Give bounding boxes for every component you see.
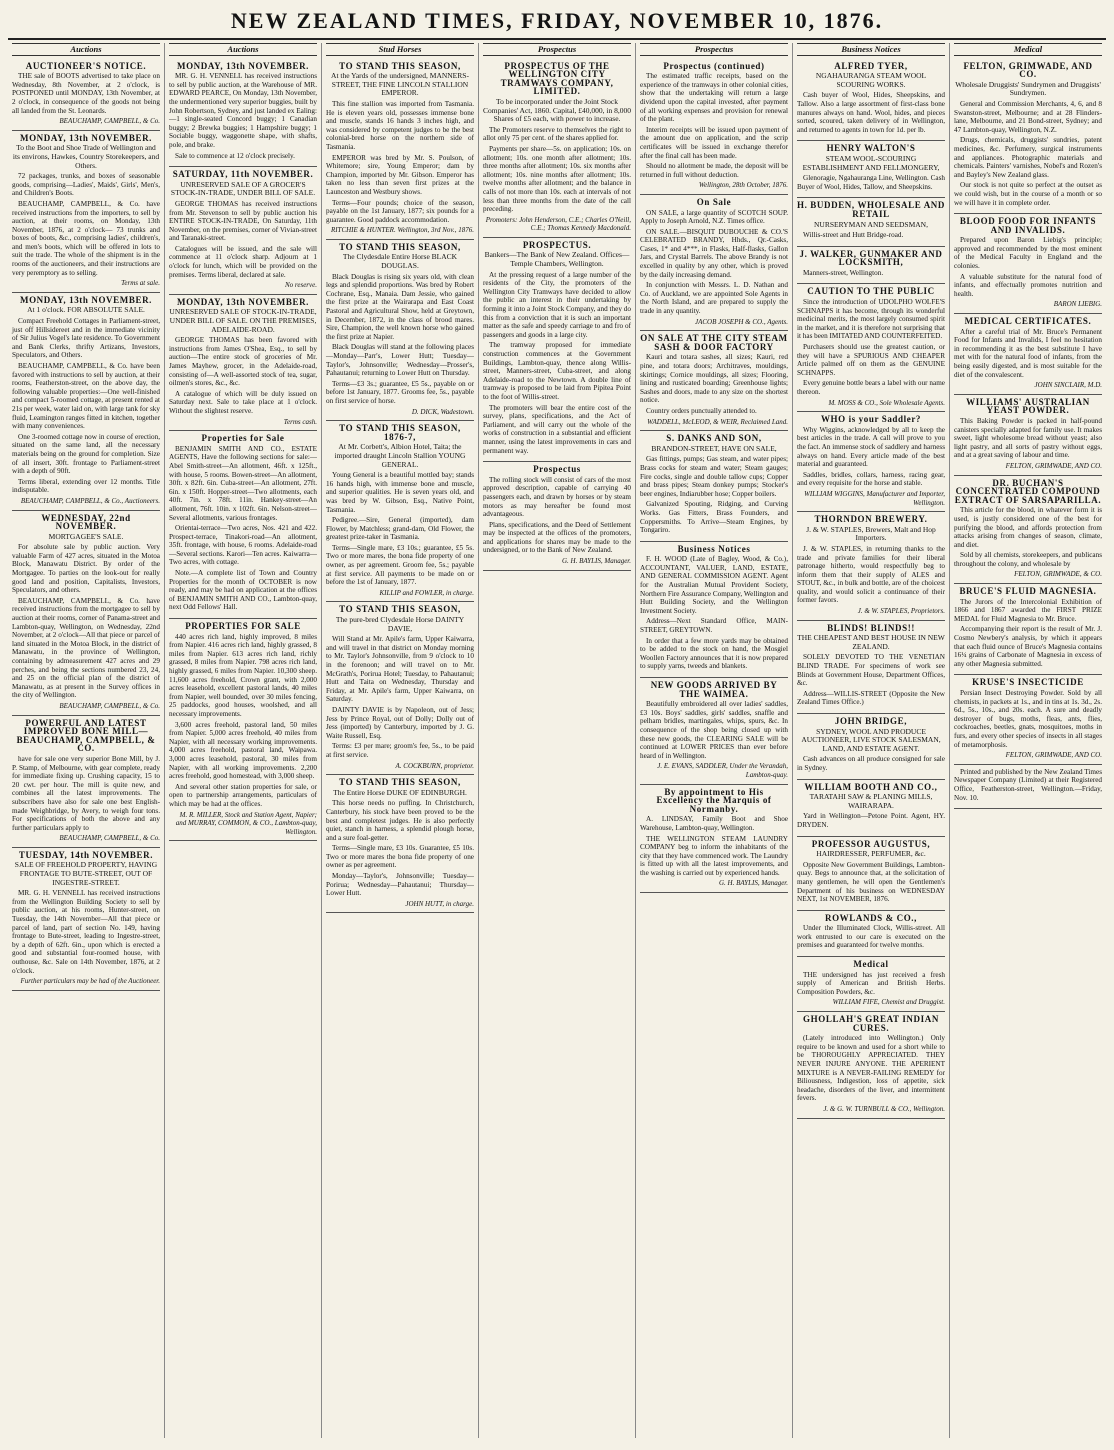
ad-signature: BEAUCHAMP, CAMPBELL, & Co. (59, 117, 160, 126)
section-heading: Stud Horses (326, 43, 474, 56)
ad-title: On Sale (696, 196, 732, 207)
ad-paragraph: Purchasers should use the greatest caution, or they will have a SPURIOUS AND CHEAPER Article palmed off on them as the GENUINE SCHNAPPS. (797, 343, 945, 377)
ad-paragraph: In conjunction with Messrs. L. D. Nathan and Co. of Auckland, we are appointed Sole Agents in the North Island, and are prepared to supply the trade in any quantity. (640, 281, 788, 316)
ad-paragraph: For absolute sale by public auction. Very valuable Farm of 427 acres, situated in the Motoa Block, Manawatu District. By order of the Mortgagee. To parties on the look-out for really good land and position, Capitalists, Investors, Speculators, and others. (12, 543, 160, 595)
ad-subtitle: Bankers—The Bank of New Zealand. Offices—Temple Chambers, Wellington. (484, 250, 630, 269)
advertisement (12, 716, 160, 848)
advertisement (483, 238, 631, 462)
ad-paragraph: Manners-street, Wellington. (803, 268, 884, 277)
ad-paragraph: BEAUCHAMP, CAMPBELL, & Co. have received instructions from the mortgagee to sell by auction at their rooms, corner of Panama-street and Lambton-quay, Wellington, on Wednesday, 22nd November, at 2 o'clock—All that piece or parcel of land situated in the Motoa Block, in the district of Manawatu, in the province of Wellington, containing by admeasurement 427 acres and 29 perches, and being the sections numbered 23, 24, and 25 on the official plan of the district of Manawatu, as at present in the Survey offices in the city of Wellington. (12, 596, 160, 700)
ad-paragraph: Terms—Single mare, £3 10s. Guarantee, £5 10s. Two or more mares the bona fide property of one owner as per agreement. (326, 844, 474, 870)
ad-subtitle: BRANDON-STREET, HAVE ON SALE, (651, 443, 777, 453)
ad-paragraph: A catalogue of which will be duly issued on Saturday next. Sale to take place at 1 o'clock. Without the slightest reserve. (169, 389, 317, 415)
column-5 (636, 43, 793, 1438)
ad-signature: JACOB JOSEPH & CO., Agents. (695, 317, 788, 326)
ad-title: POWERFUL AND LATEST IMPROVED BONE MILL—BEAUCHAMP, CAMPBELL, & CO. (16, 717, 156, 754)
advertisement (954, 59, 1102, 215)
column-1 (8, 43, 165, 1438)
ad-paragraph: 440 acres rich land, highly improved, 8 miles from Napier. 416 acres rich land, highly grassed, 8 miles from Napier. 613 acres rich land, richly grassed, 8 miles from Napier. 798 acres rich land, highly grassed, 6 miles from Napier. 10,300 sheep. 11,600 acres freehold, Crown grant, with 2,000 acres leasehold, excellent pastoral lands, 40 miles from Napier, well bounded, over 30 miles fencing, 25 paddocks, good houses, woolshed, and all necessary improvements. (169, 632, 317, 718)
column-2 (165, 43, 322, 1438)
advertisement (12, 59, 160, 131)
advertisement (169, 59, 317, 168)
ad-paragraph: 72 packages, trunks, and boxes of seasonable goods, comprising—Ladies', Maids', Girls', Men's, and Children's Boots. (12, 172, 160, 198)
ad-signature: J. E. EVANS, SADDLER, Under the Verandah, Lambton-quay. (657, 762, 788, 779)
ad-paragraph: One 3-roomed cottage now in course of erection, situated on the same land, all the necessary materials being on the ground for completion. Size of all insert, 30ft. frontage to Parliament-street with a depth of 90ft. (12, 432, 160, 476)
ad-paragraph: The Promoters reserve to themselves the right to allot only 75 per cent. of the shares applied for. (483, 125, 631, 143)
ad-title: JOHN BRIDGE, (834, 716, 908, 726)
ad-paragraph: Terms: £3 per mare; groom's fee, 5s., to be paid at first service. (326, 742, 474, 759)
ad-signature: Wellington, 28th October, 1876. (698, 181, 788, 190)
advertisement (954, 765, 1102, 809)
ad-paragraph: BENJAMIN SMITH AND CO., ESTATE AGENTS, Have the following sections for sale:—Abel Smith-street—An allotment, 46ft. x 125ft., with house, 5 rooms. Bowen-street—An allotment, 30ft. x 82ft. 6in. Cuba-street—An allotment, 27ft. 6in. x 150ft. Hopper-street—Two allotments, each 40ft. 7in. x 78ft. 11in. Hankey-street—An allotment, 76ft. 10in. x 102ft. 6in. Nelson-street—Several allotments, various frontages. (169, 444, 317, 522)
ad-title: BLINDS! BLINDS!! (827, 622, 915, 633)
ad-title: Prospectus (533, 464, 581, 475)
ad-paragraph: The estimated traffic receipts, based on the experience of the tramways in other colonial cities, show that the undertaking will return a large dividend upon the capital invested, after payment of all working expenses and provision for renewal of the plant. (640, 72, 788, 124)
advertisement (797, 957, 945, 1012)
advertisement (640, 331, 788, 431)
ad-signature: BARON LIEBIG. (1053, 300, 1102, 309)
ad-paragraph: Printed and published by the New Zealand Times Newspaper Company (Limited) at their Registered Office, Featherston-street, Wellington.—Friday, Nov. 10. (954, 767, 1102, 802)
ad-signature: M. R. MILLER, Stock and Station Agent, Napier; and MURRAY, COMMON, & CO., Lambton-quay, Wellington. (175, 810, 317, 836)
ad-paragraph: Beautifully embroidered all over ladies' saddles, £3 10s. Boys' saddles, girls' saddles, snaffle and pelham bridles, martingales, whips, spurs, &c. In consequence of the shop being closed up with these new goods, the CLEARING SALE will be continued at LOWER PRICES than ever before heard of in Wellington. (640, 700, 788, 760)
advertisement (483, 59, 631, 238)
advertisement (797, 621, 945, 714)
advertisement (640, 542, 788, 678)
ad-paragraph: And several other station properties for sale, or open to partnership arrangements, particulars of which may be had at the offices. (169, 782, 317, 808)
ad-title: NEW GOODS ARRIVED BY THE WAIMEA. (650, 680, 778, 699)
ad-paragraph: Accompanying their report is the result of Mr. J. Cosmo Newbery's analysis, by which it appears that each fluid ounce of Bruce's Magnesia contains 16¼ grains of Carbonate of Magnesia in excess of any other Magnesia submitted. (954, 625, 1102, 668)
ad-paragraph: Since the introduction of UDOLPHO WOLFE'S SCHNAPPS it has become, through its wonderful medicinal merits, the most largely consumed spirit in the market, and it is therefore not surprising that it has been IMITATED AND COUNTERFEITED. (797, 298, 945, 341)
ad-title: PROFESSOR AUGUSTUS, (811, 838, 931, 849)
ad-subtitle: TARATAHI SAW & PLANING MILLS, WAIRARAPA. (809, 792, 933, 810)
ad-paragraph: Compact Freehold Cottages in Parliament-street, just off Hillsidereet and in the immediate vicinity of Sir Julius Vogel's late residence. To Government and Bank Clerks, thrifty Artizans, Investors, Speculators, and Others. (12, 317, 160, 360)
ad-paragraph: General and Commission Merchants, 4, 6, and 8 Swanston-street, Melbourne; and at 28 Flinders-lane, Melbourne, and 21 Bond-street, Sydney; and 47 Lambton-quay, Wellington, N.Z. (954, 99, 1102, 134)
ad-title: ROWLANDS & CO., (824, 912, 917, 923)
ad-paragraph: Catalogues will be issued, and the sale will commence at 11 o'clock sharp. Adjourn at 1 o'clock for lunch, which will be provided on the premises. Terms liberal, declared at sale. (169, 244, 317, 279)
advertisement (12, 848, 160, 991)
ad-signature: WILLIAM FIFE, Chemist and Druggist. (832, 998, 945, 1007)
ad-paragraph: Black Douglas will stand at the following places—Monday—Parr's, Lower Hutt; Tuesday—Taylor's, Johnsonville; Wednesday—Prosser's, Pahautanui; returning to Lower Hutt on Thursday. (326, 343, 474, 378)
section-heading: Prospectus (483, 43, 631, 56)
ad-title: MONDAY, 13th NOVEMBER. (176, 296, 310, 307)
advertisement (640, 59, 788, 195)
ad-title: FELTON, GRIMWADE, AND CO. (963, 60, 1093, 80)
ad-paragraph: Kauri and totara sashes, all sizes; Kauri, red pine, and totara doors; Architraves, mouldings, skirtings; Cornice mouldings, all sizes; Flooring, lining and rusticated boarding; Greenhouse lights; Sashes and doors, made to any size on the shortest notice. (640, 353, 788, 405)
advertisement (954, 395, 1102, 476)
ad-paragraph: The promoters will bear the entire cost of the survey, plans, specifications, and the Act of Parliament, and will carry out the whole of the works of construction in a substantial and efficient manner, using the latest improvements in cars and permanent way. (483, 403, 631, 455)
advertisement (640, 195, 788, 331)
advertisement (797, 412, 945, 512)
column-7 (950, 43, 1106, 1438)
ad-paragraph: In order that a few more yards may be obtained to be added to the stock on hand, the Mosgiel Woollen Factory announces that it is now prepared to supply yarns, tweeds and blankets. (640, 636, 788, 671)
ad-title: GHOLLAH'S GREAT INDIAN CURES. (803, 1014, 939, 1033)
ad-paragraph: 3,600 acres freehold, pastoral land, 50 miles from Napier. 5,000 acres freehold, 40 miles from Napier, with all necessary working improvements. 4,000 acres freehold, pastoral land, Waipawa. 3,000 acres leasehold, pastoral, 30 miles from Napier, with all working improvements. 2,200 acres freehold, good homestead, with 3,000 sheep. (169, 720, 317, 781)
ad-title: WILLIAMS' AUSTRALIAN YEAST POWDER. (966, 396, 1090, 416)
ad-paragraph: Under the Illuminated Clock, Willis-street. All work entrusted to our care is executed on the premises and guaranteed for twelve months. (797, 924, 945, 950)
ad-paragraph: Gas fittings, pumps; Gas steam, and water pipes; Brass cocks for steam and water; Steam gauges; Fire cocks, single and double tallow cups; Copper and brass pipes; Steam donkey pumps; Stocker's beer engines, Indiarubber hose; Copper boilers. (640, 455, 788, 498)
ad-title: WEDNESDAY, 22nd NOVEMBER. (41, 512, 131, 532)
ad-paragraph: THE sale of BOOTS advertised to take place on Wednesday, 8th November, at 2 o'clock, is POSTPONED until MONDAY, 13th November, at 2 o'clock, in consequence of the goods not being all landed from the St. Leonards. (12, 72, 160, 115)
ad-subtitle: To the Boot and Shoe Trade of Wellington and its environs, Hawkes, Country Storekeepers, and Others. (12, 143, 160, 170)
advertisement (797, 1012, 945, 1119)
advertisement (797, 247, 945, 285)
section-heading: Business Notices (797, 43, 945, 56)
ad-title: TO STAND THIS SEASON, (339, 241, 461, 252)
ad-paragraph: The Jurors of the Intercolonial Exhibition of 1866 and 1867 awarded the FIRST PRIZE MEDAL for Fluid Magnesia to Mr. Bruce. (954, 597, 1102, 623)
ad-paragraph: Opposite New Government Buildings, Lambton-quay. Begs to announce that, at the solicitation of many gentlemen, he will open the Gentlemen's Department of his business on WEDNESDAY NEXT, 1st NOVEMBER, 1876. (797, 860, 945, 904)
ad-title: CAUTION TO THE PUBLIC (807, 286, 935, 297)
ad-subtitle: The Entire Horse DUKE OF EDINBURGH. (333, 787, 467, 797)
ad-paragraph: THE WELLINGTON STEAM LAUNDRY COMPANY beg to inform the inhabitants of the city that they have commenced work. The Laundry is fitted up with all the latest improvements, and the washing is carried out by experienced hands. (640, 834, 788, 877)
ad-title: Prospectus (continued) (663, 60, 765, 71)
ad-paragraph: DAINTY DAVIE is by Napoleon, out of Jess; Jess by Prince Royal, out of Dolly; Dolly out of Jess (imported) by Canterbury, imported by J. G. Waite Russell, Esq. (326, 705, 474, 740)
ad-paragraph: Pedigree.—Sire, General (imported), dam Flower, by Matchless; grand-dam, Old Flower, the greatest prize-taker in Tasmania. (326, 516, 474, 542)
ad-subtitle: At the Yards of the undersigned, MANNERS-STREET, THE FINE LINCOLN STALLION EMPEROR. (331, 71, 469, 98)
ad-paragraph: Will Stand at Mr. Apile's farm, Upper Kaiwarra, and will travel in that district on Monday morning to Mr. Taylor's Johnsonville, from 9 o'clock to 10 in the forenoon; and will travel on to Mr. McGrath's, Porirua Hotel; Tuesday, to Pahautanui; Hutt and Taita on Wednesday, Thursday and Friday, at Mr. Apile's farm, Upper Kaiwarra, on Saturday. (326, 635, 474, 704)
ad-signature: Further particulars may be had of the Auctioneer. (20, 977, 160, 986)
ad-paragraph: Orientai-terrace—Two acres, Nos. 421 and 422. Prospect-terrace, Tinakori-road—An allotment, 35ft. frontage, with house, 6 rooms. Adelaide-road—Several sections. Karori—Ten acres. Kaiwarra—Two acres, with cottage. (169, 524, 317, 567)
ad-title: ALFRED TYER, (834, 60, 908, 71)
advertisement (326, 421, 474, 602)
advertisement (797, 59, 945, 142)
ad-title: TUESDAY, 14th NOVEMBER. (18, 849, 154, 860)
ad-subtitle: THE CHEAPEST AND BEST HOUSE IN NEW ZEALAND. (797, 633, 945, 651)
ad-title: TO STAND THIS SEASON, 1876-7, (339, 423, 461, 442)
ad-title: HENRY WALTON'S (826, 143, 916, 154)
ad-paragraph: MR. G. H. VENNELL has received instructions to sell by public auction, at the Warehouse of MR. EDWARD PEARCE, On Monday, 13th November, the undermentioned very superior buggies, built by John Robertson, Sydney, and just landed ex Ealing:—1 single-seated Concord buggy; 1 Canadian buggy; 2 Brewka buggies; 1 Hampshire buggy; 1 Sociable buggy, waggonette shape, with shafts, pole, and brake. (169, 72, 317, 149)
ad-signature: BEAUCHAMP, CAMPBELL, & Co. (59, 834, 160, 843)
masthead (8, 0, 1106, 40)
section-heading: Medical (954, 43, 1102, 56)
ad-subtitle: To be incorporated under the Joint Stock Companies' Act, 1860. Capital, £40,000, in 8,000 Shares of £5 each, with power to increase. (483, 96, 632, 124)
ad-signature: JOHN HUTT, in charge. (405, 899, 474, 908)
advertisement (797, 837, 945, 911)
ad-paragraph: Note.—A complete list of Town and Country Properties for the month of OCTOBER is now ready, and may be had on application at the offices of BENJAMIN SMITH AND CO., Lambton-quay, next Odd Fellows' Hall. (169, 569, 317, 612)
ad-paragraph: GEORGE THOMAS has received instructions from Mr. Stevenson to sell by public auction his ENTIRE STOCK-IN-TRADE, On Saturday, 11th November, on the premises, corner of Vivian-street and Taranaki-street. (169, 199, 317, 243)
advertisement (954, 214, 1102, 314)
ad-paragraph: Why Wiggins, acknowledged by all to keep the best articles in the trade. A call will prove to you the fact. An immense stock of saddlery and harness always on hand. Every article made of the best material and guaranteed. (797, 425, 945, 469)
ad-title: WILLIAM BOOTH AND CO., (804, 781, 938, 792)
masthead-title: NEW ZEALAND TIMES, FRIDAY, NOVEMBER 10, 1876. (230, 8, 884, 33)
section-heading: Prospectus (640, 43, 788, 56)
ad-paragraph: This fine stallion was imported from Tasmania. He is eleven years old, possesses immense bone and muscle, stands 16 hands 3 inches high, and was considered by competent judges to be the best colonial-bred horse on the northern side of Tasmania. (326, 99, 474, 151)
ad-signature: Promoters: John Henderson, C.E.; Charles O'Neill, C.E.; Thomas Kennedy Macdonald. (485, 215, 631, 233)
ad-subtitle: At Mr. Corbett's, Albion Hotel, Taita; the imported draught Lincoln Stallion YOUNG GENERAL. (334, 442, 466, 469)
ad-subtitle: NGAHAURANGA STEAM WOOL SCOURING WORKS. (815, 71, 927, 89)
ad-title: MONDAY, 13th NOVEMBER. (19, 294, 153, 305)
ad-paragraph: Willis-street and Hutt Bridge-road. (803, 231, 904, 240)
advertisement (797, 198, 945, 246)
ad-signature: J. & G. W. TURNBULL & CO., Wellington. (823, 1104, 945, 1113)
advertisement (169, 431, 317, 619)
ad-title: Business Notices (677, 543, 751, 554)
advertisement (326, 240, 474, 421)
ad-paragraph: The rolling stock will consist of cars of the most approved description, capable of carrying 40 passengers each, and drawn by horses or by steam motors as may hereafter be found most advantageous. (483, 475, 631, 519)
ad-paragraph: This Baking Powder is packed in half-pound canisters specially adapted for family use. It makes sweet, light wholesome bread without yeast; also light pastry, and all sorts of pastry without eggs, and at a great saving of labour and time. (954, 416, 1102, 460)
ad-paragraph: Plans, specifications, and the Deed of Settlement may be inspected at the offices of the promoters, and applications for shares may be made to the undersigned, or to the Bank of New Zealand. (483, 520, 631, 555)
ad-title: J. WALKER, GUNMAKER AND LOCKSMITH, (799, 248, 943, 268)
ad-paragraph: Terms—Single mare, £3 10s.; guarantee, £5 5s. Two or more mares, the bona fide property of one owner, as per agreement. Groom fee, 5s.; payable at first service. All payments to be made on or before the 1st of January, 1877. (326, 543, 474, 587)
ad-paragraph: BEAUCHAMP, CAMPBELL, & Co. have received instructions from the importers, to sell by auction, at their rooms, on Monday, 13th November, 1876, at 2 o'clock— 73 trunks and boxes of boots, &c., comprising ladies', children's, and men's boots, which will be offered in lots to suit the trade. The whole of the shipment is in the rooms of the auctioneers, and their instructions are very peremptory as to selling. (12, 199, 160, 277)
advertisement (169, 619, 317, 841)
column-6 (793, 43, 950, 1438)
ad-paragraph: MR. G. H. VENNELL has received instructions from the Wellington Building Society to sell by public auction, at his rooms, Hunter-street, on Tuesday, the 14th November—All that piece or parcel of land, part of section No. 149, having frontage to Bute-street, leading to Ingestre-street, by a depth of 62ft. 6in., upon which is erected a good and substantial four-roomed house, with outhouse, &c. Sale on 14th November, 1876, at 2 o'clock. (12, 889, 160, 975)
ad-paragraph: Payments per share—5s. on application; 10s. on allotment; 10s. one month after allotment; 10s. three months after allotment; 10s. six months after allotment; 10s. nine months after allotment; 10s. twelve months after allotment; and the balance in calls of not more than 10s. each at intervals of not less than three months from the date of the call preceding. (483, 144, 631, 214)
section-heading: Auctions (169, 43, 317, 56)
ad-paragraph: GEORGE THOMAS has been favored with instructions from James O'Shea, Esq., to sell by auction—The entire stock of groceries of Mr. James Mayhew, grocer, in the Adelaide-road, consisting of—A well-assorted stock of tea, sugar, oilmen's stores, &c., &c. (169, 336, 317, 388)
ad-paragraph: Drugs, chemicals, druggists' sundries, patent medicines, &c. Perfumery, surgical instruments and appliances. Photographic materials and chemicals. Painters' varnishes, Nobel's and Rozen's and Bayley's New Zealand glass. (954, 136, 1102, 179)
ad-paragraph: Monday—Taylor's, Johnsonville; Tuesday—Porirua; Wednesday—Pahautanui; Thursday—Lower Hutt. (326, 872, 474, 898)
ad-subtitle: J. & W. STAPLES, Brewers, Malt and Hop Importers. (806, 524, 936, 543)
ad-signature: WADDELL, McLEOD, & WEIR, Reclaimed Land. (647, 417, 788, 426)
ad-signature: FELTON, GRIMWADE, AND CO. (1005, 751, 1102, 760)
advertisement (954, 314, 1102, 395)
ad-paragraph: Young General is a beautiful mottled bay; stands 16 hands high, with immense bone and muscle, and superior qualities. He is seven years old, and was bred by W. Gibson, Esq., Native Point, Tasmania. (326, 471, 474, 514)
column-3 (322, 43, 479, 1438)
ad-signature: BEAUCHAMP, CAMPBELL, & Co., Auctioneers. (20, 496, 160, 505)
ad-signature: JOHN SINCLAIR, M.D. (1034, 381, 1102, 390)
ad-title: MONDAY, 13th NOVEMBER. (176, 60, 310, 71)
column-4 (479, 43, 636, 1438)
ad-signature: Terms cash. (283, 417, 317, 426)
ad-signature: J. & W. STAPLES, Proprietors. (857, 607, 945, 616)
ad-subtitle: SYDNEY, WOOL AND PRODUCE AUCTIONEER, LIVE STOCK SALESMAN, LAND, AND ESTATE AGENT. (801, 726, 941, 753)
ad-title: TO STAND THIS SEASON, (339, 777, 461, 788)
ad-paragraph: F. H. WOOD (Late of Bagley, Wood, & Co.), ACCOUNTANT, VALUER, LAND, ESTATE, AND GENERAL COMMISSION AGENT. Agent for the Australian Mutual Provident Society, Northern Fire Assurance Company, Wellington and Hutt Building Society, and the Wellington Investment Society. (640, 555, 788, 615)
advertisement (954, 476, 1102, 585)
ad-subtitle: Wholesale Druggists' Sundrymen and Druggists' Sundrymen. (955, 79, 1101, 98)
ad-paragraph: This horse needs no puffing. In Christchurch, Canterbury, his stock have been proved to be the best and completest judges. He is also perfectly quiet, stanch in harness, a splendid plough horse, and a sure foal-getter. (326, 799, 474, 842)
advertisement (797, 141, 945, 198)
ad-title: By appointment to His Excellency the Marquis of Normanby. (656, 786, 772, 814)
ad-title: MEDICAL CERTIFICATES. (964, 316, 1092, 327)
advertisement (326, 59, 474, 240)
ad-paragraph: This article for the blood, in whatever form it is used, is justly considered one of the best for purifying the blood, and affords protection from attacks arising from changes of season, climate, and diet. (954, 506, 1102, 549)
ad-title: SATURDAY, 11th NOVEMBER. (172, 169, 314, 180)
ad-title: WHO is your Saddler? (820, 414, 922, 425)
ad-subtitle: HAIRDRESSER, PERFUMER, &c. (816, 849, 926, 859)
ad-paragraph: Cash advances on all produce consigned for sale in Sydney. (797, 755, 945, 772)
ad-subtitle: SALE OF FREEHOLD PROPERTY, HAVING FRONTAGE TO BUTE-STREET, OUT OF INGESTRE-STREET. (14, 860, 158, 887)
ad-paragraph: Our stock is not quite so perfect at the outset as we could wish, but in the course of a month or so we will have it in complete order. (954, 181, 1102, 207)
ad-paragraph: SOLELY DEVOTED TO THE VENETIAN BLIND TRADE. For specimens of work see Blinds at Government House, Department Offices, &c. (797, 653, 945, 688)
ad-title: THORNDON BREWERY. (814, 514, 928, 525)
ad-title: PROSPECTUS. (522, 239, 592, 250)
ad-title: TO STAND THIS SEASON, (339, 604, 461, 615)
ad-paragraph: A valuable substitute for the natural food of infants, and effectually promotes nutrition and health. (954, 272, 1102, 298)
ad-paragraph: ON SALE.—BISQUIT DUBOUCHE & CO.'S CELEBRATED BRANDY, Hhds., Qr.-Casks, Cases, 1* and 4***, in Flasks, Half-flasks, Gallon Jars, and Crystal Barrels. The above Brandy is not excelled in quality by any other, which is proved by the daily increasing demand. (640, 227, 788, 279)
ad-signature: Terms at sale. (121, 279, 160, 288)
ad-title: MONDAY, 13th NOVEMBER. (19, 132, 153, 143)
ad-paragraph: Address—WILLIS-STREET (Opposite the New Zealand Times Office.) (797, 689, 945, 707)
ad-subtitle: The pure-bred Clydesdale Horse DAINTY DAVIE, (335, 615, 465, 633)
ad-paragraph: Black Douglas is rising six years old, with clean legs and splendid proportions. Was bred by Robert Cochrane, Esq., Manaia. Dam Jessie, who gained the first prize at the Wairarapa and East Coast Pastoral and Agricultural Show, held at Greytown, in December, 1872, in the class of brood mares. Sire, Champion, the well known horse who gained the first prize at Napier. (326, 272, 474, 341)
ad-paragraph: Yard in Wellington—Petone Point. Agent, HY. DRYDEN. (797, 812, 945, 829)
advertisement (12, 131, 160, 293)
ad-paragraph: Persian Insect Destroying Powder. Sold by all chemists, in packets at 1s., and in tins at 1s. 3d., 2s. 6d., 5s., 10s., and 20s. each. A sure and deadly destroyer of bugs, moths, fleas, ants, flies, cockroaches, beetles, gnats, mosquitoes, moths in furs, and every other species of insects in all stages of metamorphosis. (954, 689, 1102, 749)
newspaper-columns (8, 43, 1106, 1438)
ad-title: H. BUDDEN, WHOLESALE AND RETAIL (797, 200, 946, 219)
ad-title: KRUSE'S INSECTICIDE (972, 677, 1084, 688)
ad-title: PROPERTIES FOR SALE (185, 621, 301, 632)
advertisement (797, 714, 945, 780)
ad-paragraph: have for sale one very superior Bone Mill, by J. P. Stamp, of Melbourne, with gear complete, ready for immediate fixing up. Crushing capacity, 15 to 20 cwt. per hour. The mill is quite new, and combines all the latest improvements. The subscribers have also for sale one best English-made Weighbridge, by Avery, to weigh four tons. For specifications of both the above and any further particulars apply to (12, 754, 160, 832)
advertisement (12, 293, 160, 511)
ad-title: ON SALE AT THE CITY STEAM SASH & DOOR FACTORY (640, 333, 788, 352)
ad-paragraph: Country orders punctually attended to. (646, 406, 757, 415)
ad-paragraph: (Lately introduced into Wellington.) Only require to be known and used for a short while to be THOROUGHLY APPRECIATED. THEY NEVER INJURE ANYONE. THE APERIENT MIXTURE is A NEVER-FAILING REMEDY for Biliousness, Indigestion, loss of appetite, sick headache, disorders of the liver, and intermittent fevers. (797, 1034, 945, 1103)
advertisement (954, 675, 1102, 764)
advertisement (640, 785, 788, 894)
advertisement (640, 678, 788, 785)
ad-signature: WILLIAM WIGGINS, Manufacturer and Importer, Wellington. (804, 489, 945, 507)
ad-paragraph: The tramway proposed for immediate construction commences at the Government Buildings, Lambton-quay, thence along Willis-street, Manners-street, Cuba-street, and along Adelaide-road to the Newtown. A double line of tramway is proposed to be laid from Pipitea Point to the foot of Willis-street. (483, 341, 631, 401)
ad-title: Properties for Sale (201, 433, 285, 444)
ad-title: BLOOD FOOD FOR INFANTS AND INVALIDS. (959, 216, 1097, 235)
ad-paragraph: Cash buyer of Wool, Hides, Sheepskins, and Tallow. Also a large assortment of first-class bone manures always on hand. Wool, hides, and pieces sorted, scoured, taken delivery of in Wellington, and returned to agents in town for 1d. per lb. (797, 91, 945, 134)
ad-paragraph: Interim receipts will be issued upon payment of the amount due on application, and the scrip certificates will be issued in exchange therefor after the final call has been made. (640, 125, 788, 160)
ad-signature: A. COCKBURN, proprietor. (395, 761, 474, 770)
advertisement (797, 284, 945, 412)
advertisement (12, 511, 160, 716)
ad-signature: FELTON, GRIMWADE, AND CO. (1005, 461, 1102, 470)
ad-paragraph: Sale to commence at 12 o'clock precisely. (175, 151, 295, 160)
advertisement (797, 512, 945, 621)
ad-paragraph: THE undersigned has just received a fresh supply of American and British Herbs. Composition Powders, &c. (797, 970, 945, 996)
advertisement (954, 584, 1102, 675)
ad-title: BRUCE'S FLUID MAGNESIA. (959, 586, 1097, 597)
ad-paragraph: ON SALE, a large quantity of SCOTCH SOUP. Apply to Joseph Arnold, N.Z. Times office. (640, 208, 788, 226)
advertisement (326, 775, 474, 913)
advertisement (797, 780, 945, 837)
ad-title: S. DANKS AND SON, (666, 433, 762, 444)
ad-subtitle: MORTGAGEE'S SALE. (48, 531, 124, 541)
ad-subtitle: At 1 o'clock. FOR ABSOLUTE SALE. (27, 305, 145, 315)
section-heading: Auctions (12, 43, 160, 56)
ad-paragraph: BEAUCHAMP, CAMPBELL, & Co. have been favored with instructions to sell by auction, at their rooms, Featherston-street, on the above day, the following valuable properties:—One well-finished and compact 5-roomed cottage, at present rented at 21s per week, water laid on, with large tank for sky fluid, Leamington ranges fitted in kitchen, together with many conveniences. (12, 362, 160, 431)
ad-signature: G. H. BAYLIS, Manager. (718, 879, 788, 888)
ad-title: PROSPECTUS OF THE WELLINGTON CITY TRAMWAYS COMPANY, LIMITED. (500, 60, 614, 97)
ad-paragraph: Terms liberal, extending over 12 months. Title indisputable. (12, 477, 160, 495)
advertisement (169, 167, 317, 295)
ad-title: AUCTIONEER'S NOTICE. (25, 60, 147, 71)
ad-title: DR. BUCHAN'S CONCENTRATED COMPOUND EXTRACT OF SARSAPARILLA. (954, 477, 1102, 505)
ad-signature: FELTON, GRIMWADE, & CO. (1014, 570, 1102, 579)
ad-signature: KILLIP and FOWLER, in charge. (379, 588, 474, 597)
ad-paragraph: A. LINDSAY, Family Boot and Shoe Warehouse, Lambton-quay, Wellington. (640, 815, 788, 832)
ad-signature: M. MOSS & CO., Sole Wholesale Agents. (828, 398, 945, 407)
ad-paragraph: Glenoragie, Ngahauranga Line, Wellington. Cash Buyer of Wool, Hides, Tallow, and Sheepskins. (797, 174, 945, 191)
ad-paragraph: EMPEROR was bred by Mr. S. Poulson, of Whitemore; sire, Young Emperor; dam by Champion, imported by Mr. Gibson. Emperor has taken no less than seven first prizes at the Launceston and Westbury shows. (326, 153, 474, 196)
ad-signature: BEAUCHAMP, CAMPBELL, & Co. (59, 701, 160, 710)
ad-paragraph: Sold by all chemists, storekeepers, and publicans throughout the colony, and wholesale by (954, 551, 1102, 568)
ad-paragraph: Terms—Four pounds; choice of the season, payable on the 1st January, 1877; six pounds for a guarantee. Good paddock accommodation. (326, 198, 474, 224)
ad-paragraph: At the pressing request of a large number of the residents of the City, the promoters of the Wellington City Tramways have decided to allow the public an interest in their undertaking by forming it into a Joint Stock Company, and they do this from a conviction that it is such an important matter as the safe and speedy carriage to and fro of passengers and goods in a large city. (483, 270, 631, 339)
advertisement (797, 911, 945, 957)
ad-subtitle: NURSERYMAN AND SEEDSMAN, (814, 219, 928, 229)
ad-paragraph: Address—Next Standard Office, MAIN-STREET, GREYTOWN. (640, 617, 788, 635)
ad-subtitle: UNRESERVED SALE OF A GROCER'S STOCK-IN-TRADE, UNDER BILL OF SALE. (170, 179, 316, 198)
ad-signature: D. DICK, Wadestown. (411, 407, 474, 416)
advertisement (483, 462, 631, 571)
ad-paragraph: Prepared upon Baron Liebig's principle; approved and recommended by the most eminent of the Medical Faculty in England and the colonies. (954, 236, 1102, 271)
ad-title: Medical (853, 959, 889, 970)
ad-signature: G. H. BAYLIS, Manager. (561, 557, 631, 566)
advertisement (640, 431, 788, 542)
ad-paragraph: Terms—£3 3s.; guarantee, £5 5s., payable on or before 1st January, 1877. Grooms fee, 5s., payable on first service of horse. (326, 379, 474, 405)
ad-subtitle: UNRESERVED SALE OF STOCK-IN-TRADE, UNDER BILL OF SALE. ON THE PREMISES, ADELAIDE-ROAD. (169, 307, 317, 334)
ad-title: TO STAND THIS SEASON, (339, 60, 461, 71)
advertisement (169, 295, 317, 431)
ad-paragraph: After a careful trial of Mr. Bruce's Permanent Food for Infants and Invalids, I feel no hesitation in recommending it as the best substitute I have met with for the natural food of infants, from the being easily digested, and is most suitable for the diet of the convalescent. (954, 327, 1102, 379)
ad-paragraph: Should no allotment be made, the deposit will be returned in full without deduction. (640, 162, 788, 179)
advertisement (326, 602, 474, 775)
ad-paragraph: Galvanized Spouting, Ridging, and Curving Works. Gas Fitters, Brass Founders, and Coppersmiths. To Arrive—Steam Engines, by Tongariro. (640, 500, 788, 535)
ad-signature: No reserve. (284, 281, 317, 290)
ad-paragraph: J. & W. STAPLES, in returning thanks to the trade and private families for their liberal patronage hitherto, would respectfully beg to inform them that their supply of ALES and STOUT, &c., in bulk and bottle, are of the choicest quality, and would solicit a continuance of their former favors. (797, 544, 945, 605)
ad-paragraph: Every genuine bottle bears a label with our name thereon. (797, 379, 945, 396)
ad-subtitle: The Clydesdale Entire Horse BLACK DOUGLAS. (342, 252, 458, 271)
ad-paragraph: Saddles, bridles, collars, harness, racing gear, and every requisite for the horse and stable. (797, 470, 945, 488)
ad-signature: RITCHIE & HUNTER. Wellington, 3rd Nov., 1876. (330, 226, 474, 235)
ad-subtitle: STEAM WOOL-SCOURING ESTABLISHMENT AND FELLMONGERY, (802, 153, 940, 172)
